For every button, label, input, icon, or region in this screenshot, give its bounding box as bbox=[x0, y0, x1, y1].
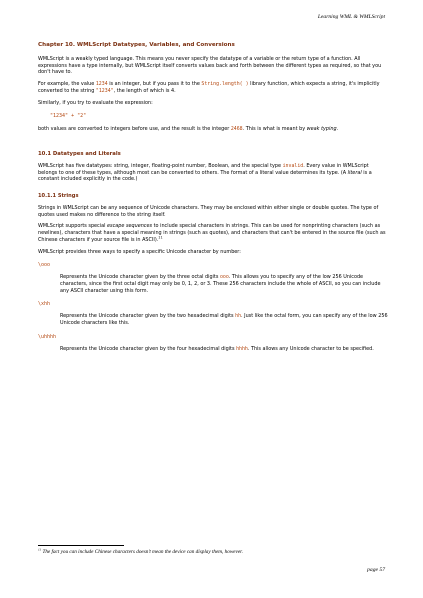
footnote-number: 11 bbox=[38, 547, 42, 552]
emphasis: literal bbox=[347, 169, 362, 176]
escape-desc-octal: Represents the Unicode character given by the three octal digits ooo. This allows you to specify any of the low 256 Unicode characters, since the first octal digit may only be 0, 1, 2, or 3. These 256 characters include the whole of ASCII, so you can include any ASCII character using this form. bbox=[60, 274, 381, 294]
emphasis: escape sequences bbox=[107, 223, 153, 230]
inline-code: hh bbox=[235, 313, 242, 320]
running-head: Learning WML & WMLScript bbox=[317, 14, 385, 20]
inline-code: 2468 bbox=[230, 126, 243, 133]
intro-paragraph-2: For example, the value 1234 is an integer, but if you pass it to the String.length( ) library function, which expects a string, it's implicitly converted to the string "1234", the length of which is 4. bbox=[38, 81, 380, 94]
intro-paragraph-3: Similarly, if you try to evaluate the expression: bbox=[38, 99, 153, 106]
inline-code: "1234" bbox=[95, 87, 114, 94]
escape-term-octal: \ooo bbox=[38, 262, 51, 269]
inline-code: invalid bbox=[282, 162, 304, 169]
inline-code: String.length( ) bbox=[201, 81, 249, 88]
inline-code: 1234 bbox=[95, 81, 108, 88]
intro-paragraph-1: WMLScript is a weakly typed language. This means you never specify the datatype of a variable or the return type of a function. All expressions have a type internally, but WMLScript itself converts values back and forth between the different types as required, so that you don't have to. bbox=[38, 56, 382, 76]
escape-desc-hex4: Represents the Unicode character given by the four hexadecimal digits hhhh. This allows any Unicode character to be specified. bbox=[60, 345, 374, 352]
page-content bbox=[38, 42, 388, 352]
footnote-divider bbox=[38, 545, 124, 546]
intro-paragraph-4: both values are converted to integers before use, and the result is the integer 2468. This is what is meant by weak typing. bbox=[38, 126, 339, 133]
emphasis: weak typing bbox=[306, 126, 337, 133]
strings-paragraph-1: Strings in WMLScript can be any sequence of Unicode characters. They may be enclosed within either single or double quotes. The type of quotes used makes no difference to the string itself. bbox=[38, 205, 379, 218]
inline-code: hhhh bbox=[236, 345, 248, 352]
section-heading-10-1-1: 10.1.1 Strings bbox=[38, 193, 79, 200]
chapter-title: Chapter 10. WMLScript Datatypes, Variables, and Conversions bbox=[38, 42, 235, 48]
strings-paragraph-2: WMLScript supports special escape sequences to include special characters in strings. This can be used for nonprinting characters (such as newlines), characters that have a special meaning in strings (such as quotes), and characters that can't be entered in the source file (such as Chinese characters if your source file is in ASCII).$^{11}$ bbox=[38, 223, 386, 243]
footnote bbox=[38, 549, 388, 555]
footnote-text: The fact you can include Chinese characters doesn't mean the device can display them, however. bbox=[42, 549, 243, 555]
section-10-1-paragraph: WMLScript has five datatypes: string, integer, floating-point number, Boolean, and the special type invalid. Every value in WMLScript belongs to one of these types, although most can be converted to others. The format of a literal value determines its type. (A literal is a constant included explicitly in the code.) bbox=[38, 162, 372, 183]
inline-code: ooo bbox=[219, 274, 229, 281]
code-example: "1234" + "2" bbox=[50, 113, 87, 120]
section-heading-10-1: 10.1 Datatypes and Literals bbox=[38, 150, 121, 157]
escape-desc-hex2: Represents the Unicode character given by the two hexadecimal digits hh. Just like the octal form, you can specify any of the low 256 Unicode characters like this. bbox=[60, 313, 388, 327]
escape-term-hex2: \xhh bbox=[38, 301, 51, 308]
footnote-ref: 11 bbox=[158, 235, 163, 240]
page-number: page 57 bbox=[367, 567, 385, 573]
escape-term-hex4: \uhhhh bbox=[38, 333, 57, 340]
strings-paragraph-3: WMLScript provides three ways to specify a specific Unicode character by number: bbox=[38, 248, 241, 255]
